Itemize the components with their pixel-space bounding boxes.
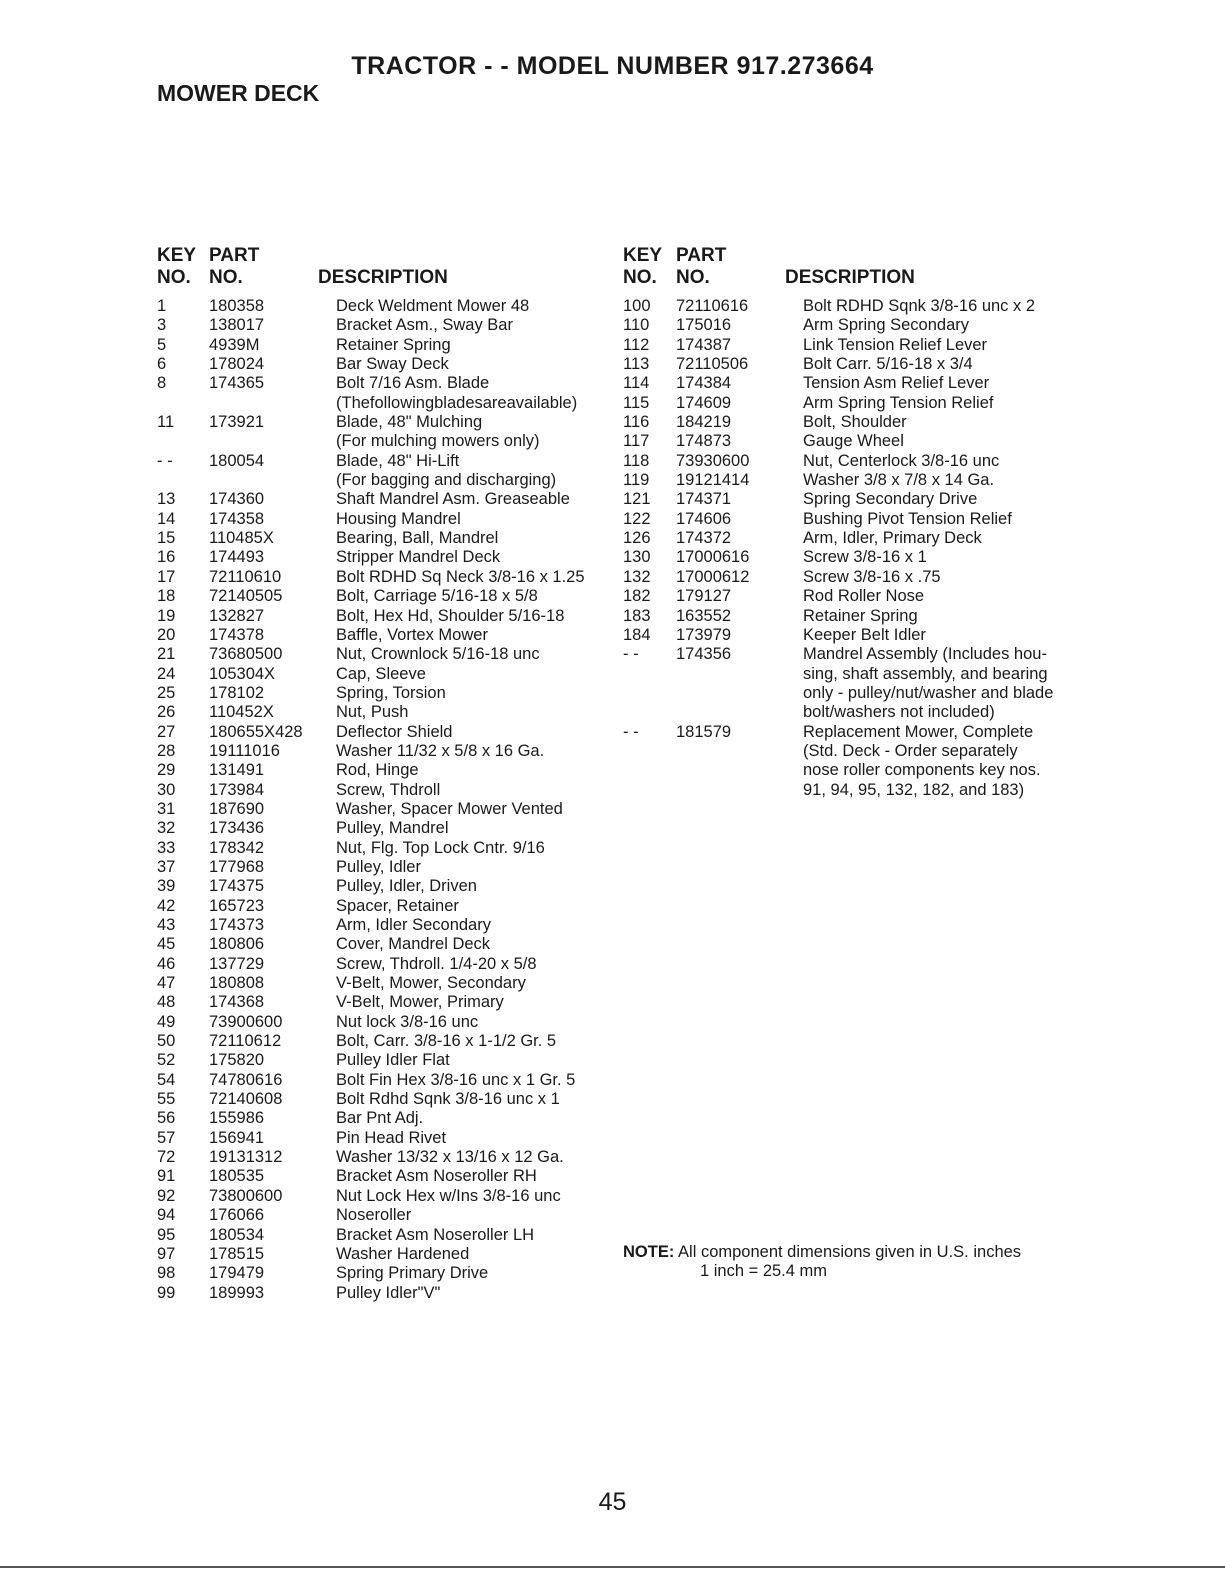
- key-number: 8: [157, 374, 167, 393]
- part-description: Baffle, Vortex Mower: [336, 625, 488, 644]
- part-description: Bolt, Carr. 3/8-16 x 1-1/2 Gr. 5: [336, 1032, 557, 1051]
- key-number: 33: [157, 838, 176, 857]
- key-number: 100: [623, 297, 651, 315]
- part-description: Nut, Centerlock 3/8-16 unc: [803, 451, 1000, 470]
- part-number: 177968: [209, 857, 265, 876]
- part-description: Bracket Asm Noseroller RH: [336, 1167, 537, 1186]
- key-number: 25: [157, 683, 176, 702]
- part-number: 73900600: [209, 1012, 283, 1031]
- key-number: 56: [157, 1109, 176, 1128]
- part-description: Keeper Belt Idler: [803, 625, 926, 644]
- part-number: 189993: [209, 1283, 265, 1302]
- part-description: Pulley, Mandrel: [336, 819, 449, 838]
- section-title: MOWER DECK: [157, 80, 320, 106]
- part-description: Tension Asm Relief Lever: [803, 374, 990, 393]
- part-number: 175016: [676, 316, 732, 335]
- part-number: 137729: [209, 954, 265, 973]
- part-description: Rod Roller Nose: [803, 587, 925, 606]
- key-number: 26: [157, 703, 176, 722]
- part-number: 174606: [676, 509, 732, 528]
- key-number: 182: [623, 587, 651, 606]
- key-number: 183: [623, 606, 651, 625]
- key-number: 45: [157, 935, 176, 954]
- part-number: 173984: [209, 780, 265, 799]
- key-number: 55: [157, 1090, 176, 1109]
- part-number: 174360: [209, 490, 265, 509]
- part-number: 138017: [209, 316, 265, 335]
- part-number: 174371: [676, 490, 732, 509]
- part-description: Mandrel Assembly (Includes hou-: [803, 645, 1047, 664]
- part-description: Retainer Spring: [803, 606, 918, 625]
- key-number: 15: [157, 529, 176, 548]
- key-number: 110: [623, 316, 650, 335]
- key-number: 5: [157, 335, 167, 354]
- part-number: 110485X: [209, 529, 274, 548]
- key-number: 46: [157, 954, 176, 973]
- part-description: Bolt Rdhd Sqnk 3/8-16 unc x 1: [336, 1090, 560, 1109]
- part-description: Link Tension Relief Lever: [803, 335, 988, 354]
- part-description: Washer 13/32 x 13/16 x 12 Ga.: [336, 1148, 564, 1167]
- part-number: 174384: [676, 374, 732, 393]
- part-description: Bolt, Hex Hd, Shoulder 5/16-18: [336, 606, 565, 625]
- key-number: 48: [157, 993, 176, 1012]
- part-description: Retainer Spring: [336, 335, 451, 354]
- part-number: 19111016: [209, 741, 280, 760]
- key-number: - -: [623, 722, 639, 741]
- part-description: Washer Hardened: [336, 1244, 470, 1263]
- part-number: 179479: [209, 1264, 265, 1283]
- part-description: Spring Secondary Drive: [803, 490, 978, 509]
- part-description: Washer 3/8 x 7/8 x 14 Ga.: [803, 471, 995, 490]
- part-description: Rod, Hinge: [336, 761, 419, 780]
- part-description: Noseroller: [336, 1206, 412, 1225]
- part-description: Blade, 48" Mulching: [336, 413, 483, 432]
- key-number: 11: [157, 413, 175, 432]
- key-number: 42: [157, 896, 176, 915]
- part-description: Spacer, Retainer: [336, 896, 459, 915]
- part-number: 73800600: [209, 1186, 283, 1205]
- key-number: 49: [157, 1012, 176, 1031]
- part-number: 155986: [209, 1109, 265, 1128]
- part-number: 179127: [676, 587, 732, 606]
- part-number: 174368: [209, 993, 265, 1012]
- key-number: 97: [157, 1244, 176, 1263]
- key-no-header-left: KEY NO.: [157, 245, 197, 288]
- part-number: 181579: [676, 722, 732, 741]
- bottom-rule: [0, 1566, 1225, 1568]
- part-number: 132827: [209, 606, 265, 625]
- part-description: Washer, Spacer Mower Vented: [336, 799, 563, 818]
- part-description: Arm Spring Tension Relief: [803, 393, 994, 412]
- part-number: 180358: [209, 297, 265, 315]
- part-description: Cap, Sleeve: [336, 664, 426, 683]
- part-description: Shaft Mandrel Asm. Greaseable: [336, 490, 570, 509]
- part-number: 174358: [209, 509, 265, 528]
- key-number: 6: [157, 355, 167, 374]
- part-description: Arm Spring Secondary: [803, 316, 969, 335]
- part-description: Screw, Thdroll. 1/4-20 x 5/8: [336, 954, 537, 973]
- part-description: bolt/washers not included): [803, 703, 995, 722]
- part-description: Screw 3/8-16 x 1: [803, 548, 927, 567]
- key-number: 27: [157, 722, 176, 741]
- note-line2: 1 inch = 25.4 mm: [700, 1262, 828, 1281]
- key-number: 119: [623, 471, 650, 490]
- key-number: 91: [157, 1167, 176, 1186]
- key-number: 130: [623, 548, 651, 567]
- key-number: 32: [157, 819, 176, 838]
- part-description: Bar Sway Deck: [336, 355, 449, 374]
- key-number: 113: [623, 355, 650, 374]
- part-description: Nut, Crownlock 5/16-18 unc: [336, 645, 540, 664]
- part-description: Arm, Idler, Primary Deck: [803, 529, 982, 548]
- part-number: 156941: [209, 1128, 265, 1147]
- part-number: 180806: [209, 935, 265, 954]
- key-number: 18: [157, 587, 176, 606]
- part-number: 180655X428: [209, 722, 303, 741]
- part-number: 174365: [209, 374, 265, 393]
- part-number: 17000612: [676, 567, 750, 586]
- part-number: 110452X: [209, 703, 274, 722]
- part-description: Cover, Mandrel Deck: [336, 935, 491, 954]
- part-number: 180808: [209, 974, 265, 993]
- part-description: Screw, Thdroll: [336, 780, 441, 799]
- part-description: Nut, Push: [336, 703, 409, 722]
- part-no-header-right: PART NO.: [676, 245, 727, 288]
- part-description: Bolt RDHD Sq Neck 3/8-16 x 1.25: [336, 567, 585, 586]
- part-description: Deflector Shield: [336, 722, 453, 741]
- key-number: 17: [157, 567, 176, 586]
- key-no-header-right: KEY NO.: [623, 245, 663, 288]
- page-number: 45: [598, 1488, 627, 1516]
- part-description: Bar Pnt Adj.: [336, 1109, 424, 1128]
- part-number: 72110616: [676, 297, 749, 315]
- part-description: sing, shaft assembly, and bearing: [803, 664, 1048, 683]
- part-number: 72110610: [209, 567, 282, 586]
- key-number: 98: [157, 1264, 176, 1283]
- part-description: Nut, Flg. Top Lock Cntr. 9/16: [336, 838, 545, 857]
- key-number: 126: [623, 529, 651, 548]
- part-number: 173436: [209, 819, 265, 838]
- description-header-left: DESCRIPTION: [318, 267, 448, 288]
- part-description: Bolt 7/16 Asm. Blade: [336, 374, 490, 393]
- part-description: Nut Lock Hex w/Ins 3/8-16 unc: [336, 1186, 561, 1205]
- part-number: 180054: [209, 451, 265, 470]
- part-number: 174373: [209, 916, 265, 934]
- part-number: 180534: [209, 1225, 265, 1244]
- part-number: 178024: [209, 355, 265, 374]
- key-number: 29: [157, 761, 176, 780]
- part-description: Nut lock 3/8-16 unc: [336, 1012, 479, 1031]
- part-number: 72140505: [209, 587, 283, 606]
- key-number: 30: [157, 780, 176, 799]
- part-number: 175820: [209, 1051, 265, 1070]
- key-number: 14: [157, 509, 176, 528]
- key-number: 72: [157, 1148, 176, 1167]
- key-number: 31: [157, 799, 176, 818]
- dimensions-note: [623, 1243, 1021, 1282]
- part-number: 184219: [676, 413, 732, 432]
- key-number: 116: [623, 413, 650, 432]
- key-number: 115: [623, 393, 650, 412]
- key-number: 54: [157, 1070, 176, 1089]
- part-description: Pulley Idler Flat: [336, 1051, 450, 1070]
- part-number: 72110506: [676, 355, 749, 374]
- part-description: Bolt RDHD Sqnk 3/8-16 unc x 2: [803, 297, 1036, 315]
- part-description: Pulley, Idler: [336, 857, 421, 876]
- key-number: 43: [157, 916, 176, 934]
- part-number: 187690: [209, 799, 265, 818]
- part-no-header-left: PART NO.: [209, 245, 260, 288]
- part-description: Spring, Torsion: [336, 683, 446, 702]
- part-number: 73680500: [209, 645, 283, 664]
- note-line1: All component dimensions given in U.S. inches: [678, 1243, 1022, 1261]
- part-description: Spring Primary Drive: [336, 1264, 489, 1283]
- part-number: 105304X: [209, 664, 276, 683]
- part-number: 19121414: [676, 471, 750, 490]
- part-description: (Thefollowingbladesareavailable): [336, 393, 578, 412]
- part-number: 163552: [676, 606, 732, 625]
- part-description: Bolt Carr. 5/16-18 x 3/4: [803, 355, 973, 374]
- part-number: 178102: [209, 683, 265, 702]
- part-description: 91, 94, 95, 132, 182, and 183): [803, 780, 1025, 799]
- part-description: Housing Mandrel: [336, 509, 461, 528]
- part-description: (For mulching mowers only): [336, 432, 540, 451]
- key-number: 99: [157, 1283, 176, 1302]
- part-number: 178342: [209, 838, 265, 857]
- part-number: 73930600: [676, 451, 750, 470]
- key-number: 28: [157, 741, 176, 760]
- note-label: NOTE:: [623, 1243, 675, 1261]
- part-description: (For bagging and discharging): [336, 471, 557, 490]
- part-description: Bolt Fin Hex 3/8-16 unc x 1 Gr. 5: [336, 1070, 576, 1089]
- key-number: 132: [623, 567, 651, 586]
- key-number: 92: [157, 1186, 176, 1205]
- key-number: 3: [157, 316, 167, 335]
- part-description: Pulley, Idler, Driven: [336, 877, 477, 896]
- part-description: Bolt, Carriage 5/16-18 x 5/8: [336, 587, 538, 606]
- part-description: Stripper Mandrel Deck: [336, 548, 501, 567]
- key-number: 37: [157, 857, 176, 876]
- part-number: 131491: [209, 761, 265, 780]
- part-description: Screw 3/8-16 x .75: [803, 567, 941, 586]
- key-number: 50: [157, 1032, 176, 1051]
- key-number: 21: [157, 645, 176, 664]
- part-number: 4939M: [209, 335, 260, 354]
- part-description: Pin Head Rivet: [336, 1128, 447, 1147]
- part-description: Blade, 48" Hi-Lift: [336, 451, 460, 470]
- part-number: 174387: [676, 335, 732, 354]
- part-description: only - pulley/nut/washer and blade: [803, 683, 1054, 702]
- part-number: 173921: [209, 413, 265, 432]
- part-number: 176066: [209, 1206, 265, 1225]
- key-number: 94: [157, 1206, 176, 1225]
- key-number: 16: [157, 548, 176, 567]
- part-description: Deck Weldment Mower 48: [336, 297, 530, 315]
- part-number: 72110612: [209, 1032, 282, 1051]
- part-number: 174375: [209, 877, 265, 896]
- part-description: (Std. Deck - Order separately: [803, 741, 1018, 760]
- part-number: 174493: [209, 548, 265, 567]
- part-number: 180535: [209, 1167, 265, 1186]
- part-description: Pulley Idler"V": [336, 1283, 441, 1302]
- part-description: V-Belt, Mower, Secondary: [336, 974, 526, 993]
- part-number: 165723: [209, 896, 265, 915]
- part-number: 17000616: [676, 548, 750, 567]
- key-number: 47: [157, 974, 176, 993]
- part-description: Gauge Wheel: [803, 432, 904, 451]
- key-number: 118: [623, 451, 650, 470]
- part-description: nose roller components key nos.: [803, 761, 1041, 780]
- key-number: 95: [157, 1225, 176, 1244]
- key-number: 184: [623, 625, 651, 644]
- part-description: Washer 11/32 x 5/8 x 16 Ga.: [336, 741, 545, 760]
- key-number: 117: [623, 432, 650, 451]
- part-number: 174356: [676, 645, 732, 664]
- description-header-right: DESCRIPTION: [785, 267, 915, 288]
- part-description: Replacement Mower, Complete: [803, 722, 1034, 741]
- key-number: 19: [157, 606, 176, 625]
- part-number: 72140608: [209, 1090, 283, 1109]
- part-description: Bolt, Shoulder: [803, 413, 907, 432]
- part-number: 174609: [676, 393, 732, 412]
- part-description: Bearing, Ball, Mandrel: [336, 529, 499, 548]
- page-title: TRACTOR - - MODEL NUMBER 917.273664: [351, 52, 874, 80]
- part-description: Bracket Asm Noseroller LH: [336, 1225, 535, 1244]
- key-number: 20: [157, 625, 176, 644]
- part-number: 178515: [209, 1244, 265, 1263]
- key-number: 13: [157, 490, 176, 509]
- part-description: Arm, Idler Secondary: [336, 916, 491, 934]
- key-number: 112: [623, 335, 650, 354]
- part-description: V-Belt, Mower, Primary: [336, 993, 504, 1012]
- part-number: 174372: [676, 529, 732, 548]
- part-number: 74780616: [209, 1070, 283, 1089]
- key-number: 1: [157, 297, 167, 315]
- key-number: 121: [623, 490, 651, 509]
- part-number: 173979: [676, 625, 732, 644]
- key-number: - -: [623, 645, 639, 664]
- key-number: 57: [157, 1128, 176, 1147]
- key-number: - -: [157, 451, 173, 470]
- part-number: 174873: [676, 432, 732, 451]
- part-number: 174378: [209, 625, 265, 644]
- key-number: 52: [157, 1051, 176, 1070]
- part-description: Bracket Asm., Sway Bar: [336, 316, 513, 335]
- key-number: 24: [157, 664, 176, 683]
- key-number: 122: [623, 509, 651, 528]
- key-number: 39: [157, 877, 176, 896]
- key-number: 114: [623, 374, 650, 393]
- part-description: Bushing Pivot Tension Relief: [803, 509, 1012, 528]
- part-number: 19131312: [209, 1148, 283, 1167]
